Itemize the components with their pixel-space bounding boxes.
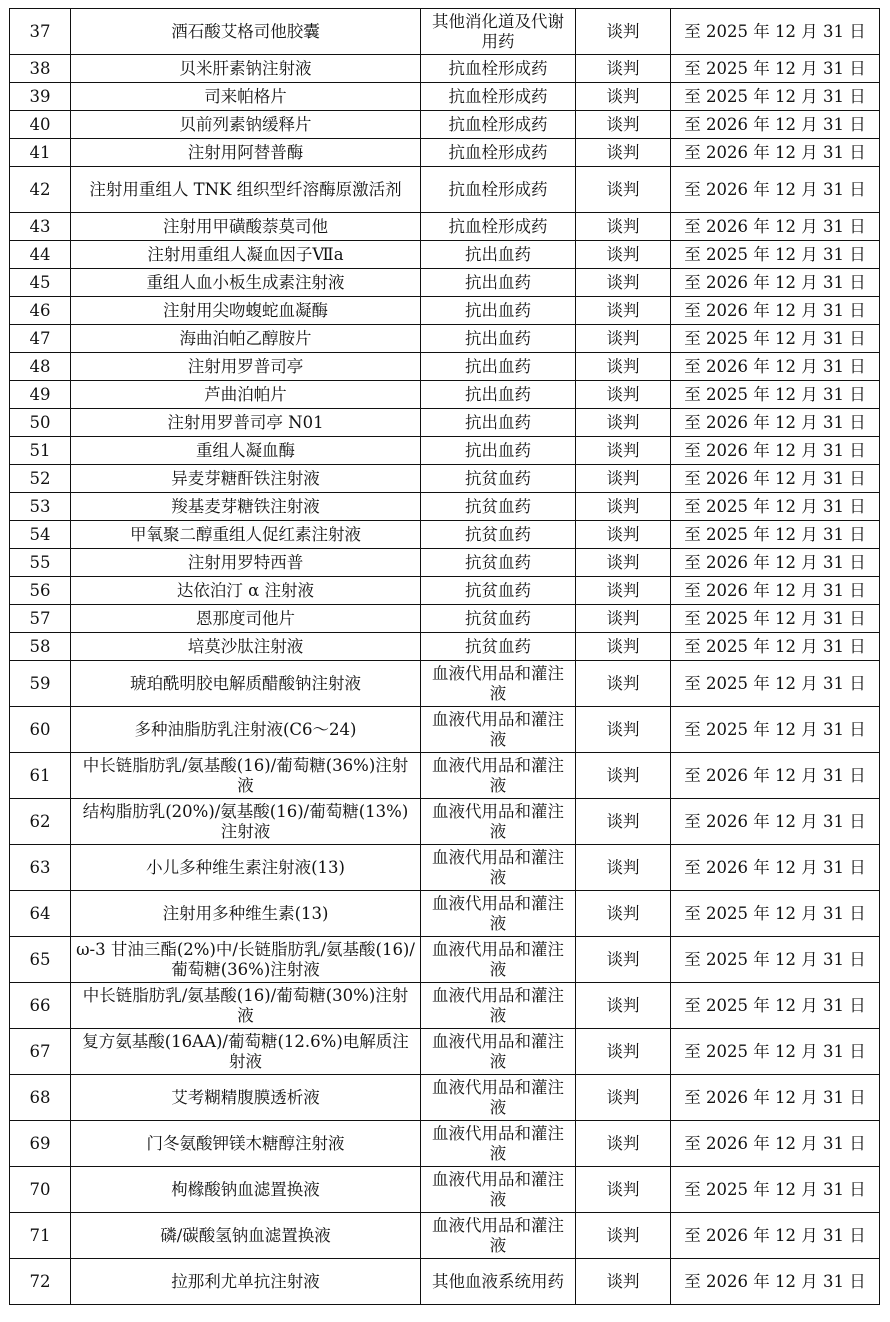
- drug-name-cell: 小儿多种维生素注射液(13): [71, 845, 421, 891]
- row-number-cell: 55: [10, 549, 71, 577]
- drug-name-cell: ω-3 甘油三酯(2%)中/长链脂肪乳/氨基酸(16)/葡萄糖(36%)注射液: [71, 937, 421, 983]
- row-number-cell: 56: [10, 577, 71, 605]
- drug-name-cell: 注射用罗普司亭 N01: [71, 409, 421, 437]
- drug-name-cell: 中长链脂肪乳/氨基酸(16)/葡萄糖(30%)注射液: [71, 983, 421, 1029]
- row-number-cell: 51: [10, 437, 71, 465]
- drug-category-cell: 抗出血药: [421, 241, 576, 269]
- drug-category-cell: 血液代用品和灌注液: [421, 753, 576, 799]
- validity-term-cell: 至 2026 年 12 月 31 日: [671, 297, 880, 325]
- row-number-cell: 39: [10, 83, 71, 111]
- drug-category-cell: 血液代用品和灌注液: [421, 707, 576, 753]
- access-method-cell: 谈判: [576, 1121, 671, 1167]
- access-method-cell: 谈判: [576, 799, 671, 845]
- drug-category-cell: 抗出血药: [421, 297, 576, 325]
- drug-category-cell: 血液代用品和灌注液: [421, 661, 576, 707]
- access-method-cell: 谈判: [576, 1259, 671, 1305]
- access-method-cell: 谈判: [576, 325, 671, 353]
- row-number-cell: 40: [10, 111, 71, 139]
- drug-name-cell: 司来帕格片: [71, 83, 421, 111]
- validity-term-cell: 至 2026 年 12 月 31 日: [671, 753, 880, 799]
- drug-name-cell: 磷/碳酸氢钠血滤置换液: [71, 1213, 421, 1259]
- drug-name-cell: 贝米肝素钠注射液: [71, 55, 421, 83]
- validity-term-cell: 至 2025 年 12 月 31 日: [671, 1029, 880, 1075]
- drug-name-cell: 多种油脂肪乳注射液(C6～24): [71, 707, 421, 753]
- validity-term-cell: 至 2025 年 12 月 31 日: [671, 83, 880, 111]
- access-method-cell: 谈判: [576, 983, 671, 1029]
- drug-category-cell: 血液代用品和灌注液: [421, 1213, 576, 1259]
- validity-term-cell: 至 2025 年 12 月 31 日: [671, 661, 880, 707]
- drug-name-cell: 注射用重组人 TNK 组织型纤溶酶原激活剂: [71, 167, 421, 213]
- access-method-cell: 谈判: [576, 845, 671, 891]
- drug-name-cell: 贝前列素钠缓释片: [71, 111, 421, 139]
- drug-category-cell: 抗血栓形成药: [421, 167, 576, 213]
- drug-category-cell: 抗贫血药: [421, 577, 576, 605]
- access-method-cell: 谈判: [576, 381, 671, 409]
- drug-category-cell: 抗出血药: [421, 437, 576, 465]
- validity-term-cell: 至 2026 年 12 月 31 日: [671, 465, 880, 493]
- access-method-cell: 谈判: [576, 753, 671, 799]
- drug-category-cell: 抗出血药: [421, 409, 576, 437]
- drug-name-cell: 芦曲泊帕片: [71, 381, 421, 409]
- table-row: [10, 891, 880, 937]
- table-row: [10, 111, 880, 139]
- validity-term-cell: 至 2026 年 12 月 31 日: [671, 111, 880, 139]
- drug-name-cell: 注射用罗普司亭: [71, 353, 421, 381]
- validity-term-cell: 至 2026 年 12 月 31 日: [671, 437, 880, 465]
- access-method-cell: 谈判: [576, 437, 671, 465]
- table-row: [10, 1075, 880, 1121]
- table-row: [10, 325, 880, 353]
- validity-term-cell: 至 2025 年 12 月 31 日: [671, 937, 880, 983]
- drug-name-cell: 琥珀酰明胶电解质醋酸钠注射液: [71, 661, 421, 707]
- drug-category-cell: 血液代用品和灌注液: [421, 891, 576, 937]
- drug-category-cell: 抗出血药: [421, 325, 576, 353]
- row-number-cell: 37: [10, 9, 71, 55]
- row-number-cell: 64: [10, 891, 71, 937]
- row-number-cell: 57: [10, 605, 71, 633]
- validity-term-cell: 至 2026 年 12 月 31 日: [671, 1075, 880, 1121]
- row-number-cell: 71: [10, 1213, 71, 1259]
- row-number-cell: 69: [10, 1121, 71, 1167]
- access-method-cell: 谈判: [576, 661, 671, 707]
- row-number-cell: 45: [10, 269, 71, 297]
- access-method-cell: 谈判: [576, 577, 671, 605]
- drug-name-cell: 培莫沙肽注射液: [71, 633, 421, 661]
- row-number-cell: 42: [10, 167, 71, 213]
- row-number-cell: 38: [10, 55, 71, 83]
- validity-term-cell: 至 2026 年 12 月 31 日: [671, 1259, 880, 1305]
- access-method-cell: 谈判: [576, 111, 671, 139]
- table-row: [10, 269, 880, 297]
- row-number-cell: 58: [10, 633, 71, 661]
- access-method-cell: 谈判: [576, 549, 671, 577]
- table-row: [10, 465, 880, 493]
- row-number-cell: 54: [10, 521, 71, 549]
- validity-term-cell: 至 2025 年 12 月 31 日: [671, 241, 880, 269]
- row-number-cell: 60: [10, 707, 71, 753]
- drug-category-cell: 血液代用品和灌注液: [421, 1029, 576, 1075]
- access-method-cell: 谈判: [576, 83, 671, 111]
- drug-name-cell: 门冬氨酸钾镁木糖醇注射液: [71, 1121, 421, 1167]
- drug-name-cell: 重组人凝血酶: [71, 437, 421, 465]
- row-number-cell: 43: [10, 213, 71, 241]
- table-body: [10, 9, 880, 1305]
- validity-term-cell: 至 2025 年 12 月 31 日: [671, 605, 880, 633]
- validity-term-cell: 至 2025 年 12 月 31 日: [671, 325, 880, 353]
- drug-category-cell: 抗贫血药: [421, 633, 576, 661]
- drug-category-cell: 血液代用品和灌注液: [421, 1121, 576, 1167]
- access-method-cell: 谈判: [576, 465, 671, 493]
- table-row: [10, 241, 880, 269]
- row-number-cell: 47: [10, 325, 71, 353]
- drug-category-cell: 抗血栓形成药: [421, 83, 576, 111]
- access-method-cell: 谈判: [576, 707, 671, 753]
- access-method-cell: 谈判: [576, 353, 671, 381]
- access-method-cell: 谈判: [576, 521, 671, 549]
- table-row: [10, 937, 880, 983]
- drug-name-cell: 艾考糊精腹膜透析液: [71, 1075, 421, 1121]
- validity-term-cell: 至 2026 年 12 月 31 日: [671, 577, 880, 605]
- drug-name-cell: 拉那利尤单抗注射液: [71, 1259, 421, 1305]
- access-method-cell: 谈判: [576, 1213, 671, 1259]
- drug-name-cell: 海曲泊帕乙醇胺片: [71, 325, 421, 353]
- drug-name-cell: 注射用甲磺酸萘莫司他: [71, 213, 421, 241]
- access-method-cell: 谈判: [576, 409, 671, 437]
- drug-name-cell: 注射用多种维生素(13): [71, 891, 421, 937]
- table-row: [10, 845, 880, 891]
- drug-name-cell: 恩那度司他片: [71, 605, 421, 633]
- validity-term-cell: 至 2026 年 12 月 31 日: [671, 845, 880, 891]
- drug-name-cell: 注射用尖吻蝮蛇血凝酶: [71, 297, 421, 325]
- table-row: [10, 437, 880, 465]
- validity-term-cell: 至 2025 年 12 月 31 日: [671, 983, 880, 1029]
- drug-name-cell: 枸橼酸钠血滤置换液: [71, 1167, 421, 1213]
- drug-category-cell: 抗贫血药: [421, 465, 576, 493]
- drug-name-cell: 注射用阿替普酶: [71, 139, 421, 167]
- validity-term-cell: 至 2026 年 12 月 31 日: [671, 213, 880, 241]
- validity-term-cell: 至 2026 年 12 月 31 日: [671, 549, 880, 577]
- drug-category-cell: 抗出血药: [421, 353, 576, 381]
- drug-category-cell: 血液代用品和灌注液: [421, 1167, 576, 1213]
- table-row: [10, 633, 880, 661]
- access-method-cell: 谈判: [576, 937, 671, 983]
- table-row: [10, 9, 880, 55]
- drug-name-cell: 达依泊汀 α 注射液: [71, 577, 421, 605]
- row-number-cell: 50: [10, 409, 71, 437]
- row-number-cell: 52: [10, 465, 71, 493]
- table-row: [10, 1029, 880, 1075]
- drug-name-cell: 重组人血小板生成素注射液: [71, 269, 421, 297]
- validity-term-cell: 至 2025 年 12 月 31 日: [671, 633, 880, 661]
- row-number-cell: 70: [10, 1167, 71, 1213]
- table-row: [10, 661, 880, 707]
- validity-term-cell: 至 2025 年 12 月 31 日: [671, 493, 880, 521]
- validity-term-cell: 至 2025 年 12 月 31 日: [671, 9, 880, 55]
- access-method-cell: 谈判: [576, 269, 671, 297]
- table-row: [10, 213, 880, 241]
- drug-category-cell: 血液代用品和灌注液: [421, 1075, 576, 1121]
- table-row: [10, 83, 880, 111]
- table-row: [10, 577, 880, 605]
- access-method-cell: 谈判: [576, 1167, 671, 1213]
- drug-category-cell: 抗贫血药: [421, 521, 576, 549]
- table-row: [10, 167, 880, 213]
- drug-category-cell: 其他血液系统用药: [421, 1259, 576, 1305]
- validity-term-cell: 至 2025 年 12 月 31 日: [671, 55, 880, 83]
- table-row: [10, 521, 880, 549]
- validity-term-cell: 至 2026 年 12 月 31 日: [671, 269, 880, 297]
- drug-name-cell: 注射用重组人凝血因子Ⅶa: [71, 241, 421, 269]
- access-method-cell: 谈判: [576, 55, 671, 83]
- validity-term-cell: 至 2025 年 12 月 31 日: [671, 1167, 880, 1213]
- drug-name-cell: 异麦芽糖酐铁注射液: [71, 465, 421, 493]
- drug-name-cell: 结构脂肪乳(20%)/氨基酸(16)/葡萄糖(13%)注射液: [71, 799, 421, 845]
- access-method-cell: 谈判: [576, 1075, 671, 1121]
- table-row: [10, 549, 880, 577]
- validity-term-cell: 至 2026 年 12 月 31 日: [671, 353, 880, 381]
- row-number-cell: 68: [10, 1075, 71, 1121]
- row-number-cell: 44: [10, 241, 71, 269]
- validity-term-cell: 至 2026 年 12 月 31 日: [671, 1213, 880, 1259]
- table-row: [10, 753, 880, 799]
- drug-category-cell: 抗血栓形成药: [421, 55, 576, 83]
- drug-category-cell: 抗血栓形成药: [421, 213, 576, 241]
- drug-category-cell: 抗出血药: [421, 381, 576, 409]
- drug-category-cell: 抗贫血药: [421, 549, 576, 577]
- access-method-cell: 谈判: [576, 633, 671, 661]
- validity-term-cell: 至 2025 年 12 月 31 日: [671, 521, 880, 549]
- table-row: [10, 139, 880, 167]
- table-row: [10, 493, 880, 521]
- drug-category-cell: 抗出血药: [421, 269, 576, 297]
- table-row: [10, 799, 880, 845]
- validity-term-cell: 至 2025 年 12 月 31 日: [671, 381, 880, 409]
- row-number-cell: 48: [10, 353, 71, 381]
- row-number-cell: 49: [10, 381, 71, 409]
- row-number-cell: 53: [10, 493, 71, 521]
- validity-term-cell: 至 2026 年 12 月 31 日: [671, 139, 880, 167]
- access-method-cell: 谈判: [576, 297, 671, 325]
- drug-category-cell: 血液代用品和灌注液: [421, 983, 576, 1029]
- table-row: [10, 297, 880, 325]
- drug-name-cell: 注射用罗特西普: [71, 549, 421, 577]
- drug-category-cell: 抗贫血药: [421, 605, 576, 633]
- validity-term-cell: 至 2026 年 12 月 31 日: [671, 1121, 880, 1167]
- table-row: [10, 605, 880, 633]
- row-number-cell: 72: [10, 1259, 71, 1305]
- table-row: [10, 1213, 880, 1259]
- row-number-cell: 63: [10, 845, 71, 891]
- access-method-cell: 谈判: [576, 9, 671, 55]
- validity-term-cell: 至 2025 年 12 月 31 日: [671, 707, 880, 753]
- table-row: [10, 707, 880, 753]
- drug-category-cell: 抗血栓形成药: [421, 111, 576, 139]
- table-row: [10, 409, 880, 437]
- drug-category-cell: 抗贫血药: [421, 493, 576, 521]
- row-number-cell: 46: [10, 297, 71, 325]
- table-row: [10, 55, 880, 83]
- drug-name-cell: 复方氨基酸(16AA)/葡萄糖(12.6%)电解质注射液: [71, 1029, 421, 1075]
- table-row: [10, 353, 880, 381]
- drug-name-cell: 甲氧聚二醇重组人促红素注射液: [71, 521, 421, 549]
- access-method-cell: 谈判: [576, 891, 671, 937]
- drug-category-cell: 血液代用品和灌注液: [421, 799, 576, 845]
- validity-term-cell: 至 2026 年 12 月 31 日: [671, 799, 880, 845]
- row-number-cell: 66: [10, 983, 71, 1029]
- access-method-cell: 谈判: [576, 1029, 671, 1075]
- access-method-cell: 谈判: [576, 493, 671, 521]
- table-row: [10, 983, 880, 1029]
- validity-term-cell: 至 2026 年 12 月 31 日: [671, 409, 880, 437]
- access-method-cell: 谈判: [576, 241, 671, 269]
- table-row: [10, 1121, 880, 1167]
- row-number-cell: 59: [10, 661, 71, 707]
- drug-list-table: [9, 8, 880, 1305]
- row-number-cell: 61: [10, 753, 71, 799]
- drug-name-cell: 羧基麦芽糖铁注射液: [71, 493, 421, 521]
- table-row: [10, 1167, 880, 1213]
- drug-category-cell: 血液代用品和灌注液: [421, 845, 576, 891]
- row-number-cell: 67: [10, 1029, 71, 1075]
- validity-term-cell: 至 2025 年 12 月 31 日: [671, 891, 880, 937]
- drug-category-cell: 血液代用品和灌注液: [421, 937, 576, 983]
- access-method-cell: 谈判: [576, 167, 671, 213]
- drug-name-cell: 酒石酸艾格司他胶囊: [71, 9, 421, 55]
- drug-category-cell: 抗血栓形成药: [421, 139, 576, 167]
- table-row: [10, 381, 880, 409]
- row-number-cell: 41: [10, 139, 71, 167]
- row-number-cell: 62: [10, 799, 71, 845]
- access-method-cell: 谈判: [576, 139, 671, 167]
- validity-term-cell: 至 2026 年 12 月 31 日: [671, 167, 880, 213]
- access-method-cell: 谈判: [576, 213, 671, 241]
- drug-name-cell: 中长链脂肪乳/氨基酸(16)/葡萄糖(36%)注射液: [71, 753, 421, 799]
- drug-category-cell: 其他消化道及代谢用药: [421, 9, 576, 55]
- table-row: [10, 1259, 880, 1305]
- access-method-cell: 谈判: [576, 605, 671, 633]
- row-number-cell: 65: [10, 937, 71, 983]
